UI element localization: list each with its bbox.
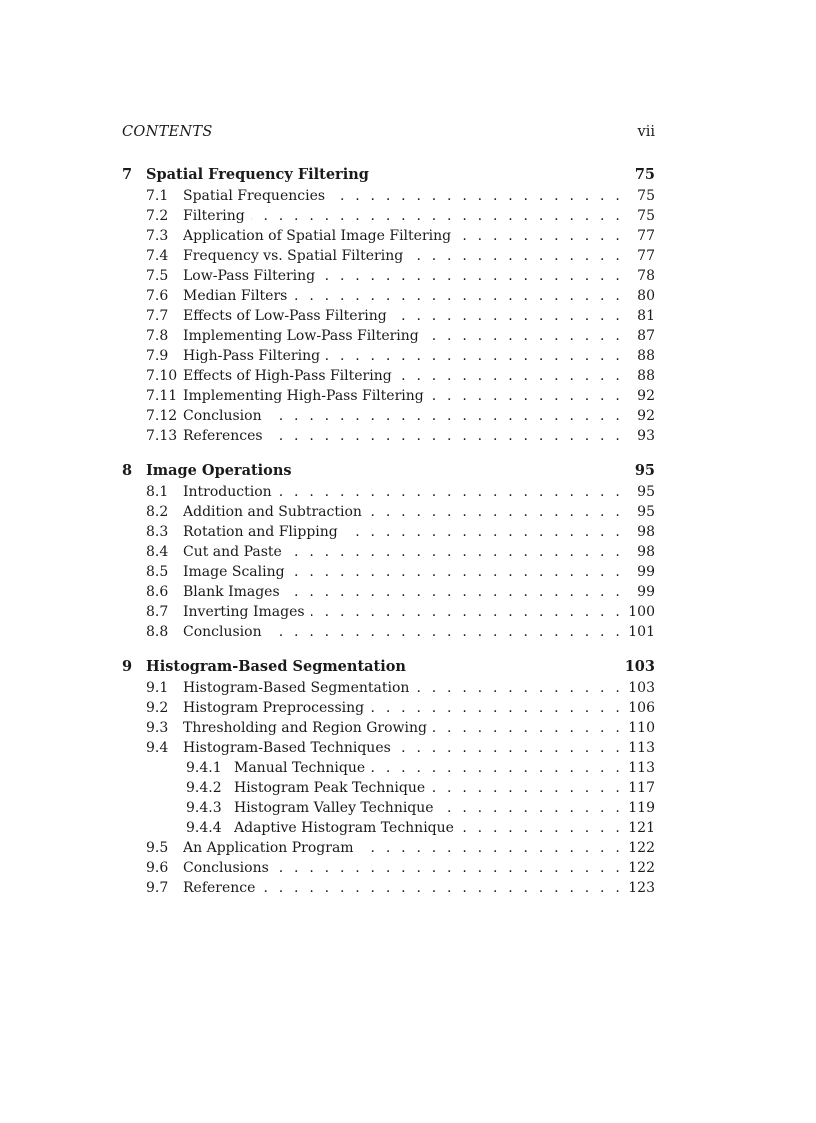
section-page: 122 [628, 860, 655, 876]
section-page: 77 [637, 248, 655, 264]
section-page: 103 [628, 680, 655, 696]
section-number: 7.8 [146, 328, 169, 344]
toc-section-entry[interactable] [122, 386, 655, 406]
section-number: 9.5 [146, 840, 169, 856]
chapter-title: Histogram-Based Segmentation [146, 658, 406, 675]
section-title: Rotation and Flipping [183, 524, 344, 540]
dot-leader [183, 206, 623, 226]
section-number: 7.11 [146, 388, 178, 404]
section-number: 9.6 [146, 860, 169, 876]
section-page: 81 [637, 308, 655, 324]
section-title: Histogram Peak Technique [234, 780, 431, 796]
toc-section-entry[interactable] [122, 858, 655, 878]
section-number: 9.3 [146, 720, 169, 736]
toc-section-entry[interactable] [122, 306, 655, 326]
section-title: Histogram-Based Segmentation [183, 680, 415, 696]
dot-leader [183, 426, 623, 446]
dot-leader [183, 562, 623, 582]
section-page: 88 [637, 368, 655, 384]
chapter-7 [122, 166, 655, 446]
section-number: 8.4 [146, 544, 169, 560]
chapter-title: Spatial Frequency Filtering [146, 166, 369, 183]
section-number: 9.2 [146, 700, 169, 716]
section-page: 121 [628, 820, 655, 836]
dot-leader [183, 386, 623, 406]
toc-section-entry[interactable] [122, 186, 655, 206]
dot-leader [183, 522, 623, 542]
section-title: High-Pass Filtering [183, 348, 326, 364]
section-title: Conclusions [183, 860, 275, 876]
chapter-number: 9 [122, 658, 133, 675]
section-number: 8.7 [146, 604, 169, 620]
chapter-8 [122, 462, 655, 642]
dot-leader [183, 306, 623, 326]
section-page: 113 [628, 740, 655, 756]
chapter-page: 75 [634, 166, 655, 183]
dot-leader [183, 678, 623, 698]
dot-leader [183, 266, 623, 286]
section-title: Implementing Low-Pass Filtering [183, 328, 425, 344]
toc-section-entry[interactable] [122, 542, 655, 562]
dot-leader [183, 542, 623, 562]
dot-leader [183, 366, 623, 386]
section-page: 93 [637, 428, 655, 444]
toc-section-entry[interactable] [122, 582, 655, 602]
section-title: Conclusion [183, 624, 268, 640]
section-number: 9.7 [146, 880, 169, 896]
section-number: 8.2 [146, 504, 169, 520]
section-title: Inverting Images [183, 604, 311, 620]
section-page: 80 [637, 288, 655, 304]
section-page: 75 [637, 208, 655, 224]
section-title: Histogram-Based Techniques [183, 740, 397, 756]
section-title: Introduction [183, 484, 278, 500]
section-title: Application of Spatial Image Filtering [183, 228, 457, 244]
section-number: 7.10 [146, 368, 178, 384]
chapter-heading[interactable] [122, 658, 655, 678]
section-number: 8.1 [146, 484, 169, 500]
section-title: Reference [183, 880, 261, 896]
toc-section-entry[interactable] [122, 522, 655, 542]
toc-section-entry[interactable] [122, 286, 655, 306]
toc-section-entry[interactable] [122, 738, 655, 758]
section-page: 123 [628, 880, 655, 896]
section-page: 75 [637, 188, 655, 204]
toc-subsection-entry[interactable] [122, 798, 655, 818]
toc-section-entry[interactable] [122, 698, 655, 718]
section-number: 9.4 [146, 740, 169, 756]
section-title: Adaptive Histogram Technique [234, 820, 460, 836]
toc-section-entry[interactable] [122, 678, 655, 698]
dot-leader [183, 738, 623, 758]
section-page: 92 [637, 408, 655, 424]
toc-section-entry[interactable] [122, 878, 655, 898]
section-number: 8.6 [146, 584, 169, 600]
dot-leader [183, 346, 623, 366]
chapter-number: 8 [122, 462, 133, 479]
toc-section-entry[interactable] [122, 426, 655, 446]
toc-section-entry[interactable] [122, 502, 655, 522]
section-page: 106 [628, 700, 655, 716]
dot-leader [183, 326, 623, 346]
section-page: 100 [628, 604, 655, 620]
section-title: Addition and Subtraction [183, 504, 368, 520]
section-title: Cut and Paste [183, 544, 288, 560]
section-title: Image Scaling [183, 564, 291, 580]
dot-leader [183, 186, 623, 206]
dot-leader [183, 406, 623, 426]
section-page: 98 [637, 524, 655, 540]
section-page: 87 [637, 328, 655, 344]
dot-leader [234, 798, 623, 818]
dot-leader [183, 858, 623, 878]
dot-leader [234, 778, 623, 798]
section-page: 117 [628, 780, 655, 796]
section-page: 101 [628, 624, 655, 640]
section-page: 78 [637, 268, 655, 284]
section-page: 95 [637, 504, 655, 520]
section-title: Spatial Frequencies [183, 188, 331, 204]
dot-leader [234, 758, 623, 778]
section-number: 8.5 [146, 564, 169, 580]
dot-leader [234, 818, 623, 838]
section-number: 9.4.2 [186, 780, 222, 796]
dot-leader [183, 482, 623, 502]
section-number: 7.1 [146, 188, 169, 204]
running-head-title: CONTENTS [122, 124, 213, 140]
dot-leader [183, 286, 623, 306]
section-title: Thresholding and Region Growing [183, 720, 433, 736]
section-number: 8.3 [146, 524, 169, 540]
section-title: Filtering [183, 208, 251, 224]
section-page: 88 [637, 348, 655, 364]
section-title: Implementing High-Pass Filtering [183, 388, 430, 404]
dot-leader [183, 698, 623, 718]
section-number: 7.3 [146, 228, 169, 244]
chapter-heading[interactable] [122, 166, 655, 186]
section-title: References [183, 428, 269, 444]
dot-leader [183, 226, 623, 246]
dot-leader [183, 622, 623, 642]
toc-section-entry[interactable] [122, 482, 655, 502]
section-number: 7.4 [146, 248, 169, 264]
dot-leader [183, 246, 623, 266]
toc-section-entry[interactable] [122, 622, 655, 642]
section-page: 92 [637, 388, 655, 404]
toc-subsection-entry[interactable] [122, 818, 655, 838]
toc-section-entry[interactable] [122, 366, 655, 386]
chapter-heading[interactable] [122, 462, 655, 482]
section-number: 7.7 [146, 308, 169, 324]
toc-section-entry[interactable] [122, 326, 655, 346]
toc-subsection-entry[interactable] [122, 778, 655, 798]
section-page: 99 [637, 564, 655, 580]
section-number: 7.2 [146, 208, 169, 224]
toc-section-entry[interactable] [122, 718, 655, 738]
chapter-title: Image Operations [146, 462, 292, 479]
toc-section-entry[interactable] [122, 226, 655, 246]
section-title: Manual Technique [234, 760, 371, 776]
section-number: 9.1 [146, 680, 169, 696]
section-number: 7.12 [146, 408, 178, 424]
section-page: 95 [637, 484, 655, 500]
toc-section-entry[interactable] [122, 346, 655, 366]
section-title: Blank Images [183, 584, 286, 600]
section-title: Effects of High-Pass Filtering [183, 368, 398, 384]
section-title: Median Filters [183, 288, 293, 304]
section-title: Histogram Preprocessing [183, 700, 370, 716]
toc-section-entry[interactable] [122, 406, 655, 426]
section-number: 9.4.4 [186, 820, 222, 836]
section-title: Histogram Valley Technique [234, 800, 440, 816]
section-number: 7.13 [146, 428, 178, 444]
dot-leader [183, 718, 623, 738]
section-page: 110 [628, 720, 655, 736]
section-title: Frequency vs. Spatial Filtering [183, 248, 409, 264]
section-number: 9.4.1 [186, 760, 222, 776]
section-number: 7.6 [146, 288, 169, 304]
dot-leader [183, 602, 623, 622]
running-head-page-number: vii [637, 124, 655, 140]
section-page: 113 [628, 760, 655, 776]
section-page: 77 [637, 228, 655, 244]
section-title: An Application Program [183, 840, 360, 856]
toc-section-entry[interactable] [122, 602, 655, 622]
section-number: 9.4.3 [186, 800, 222, 816]
dot-leader [183, 878, 623, 898]
section-page: 99 [637, 584, 655, 600]
toc-section-entry[interactable] [122, 562, 655, 582]
running-head [122, 124, 655, 144]
section-page: 122 [628, 840, 655, 856]
section-title: Low-Pass Filtering [183, 268, 321, 284]
chapter-9 [122, 658, 655, 898]
dot-leader [183, 502, 623, 522]
section-page: 98 [637, 544, 655, 560]
section-title: Effects of Low-Pass Filtering [183, 308, 393, 324]
toc-subsection-entry[interactable] [122, 758, 655, 778]
dot-leader [183, 582, 623, 602]
section-number: 7.5 [146, 268, 169, 284]
section-page: 119 [628, 800, 655, 816]
toc-section-entry[interactable] [122, 266, 655, 286]
section-number: 8.8 [146, 624, 169, 640]
chapter-page: 95 [634, 462, 655, 479]
toc-section-entry[interactable] [122, 246, 655, 266]
chapter-number: 7 [122, 166, 133, 183]
toc-section-entry[interactable] [122, 838, 655, 858]
section-title: Conclusion [183, 408, 268, 424]
section-number: 7.9 [146, 348, 169, 364]
chapter-page: 103 [624, 658, 655, 675]
dot-leader [183, 838, 623, 858]
toc-section-entry[interactable] [122, 206, 655, 226]
